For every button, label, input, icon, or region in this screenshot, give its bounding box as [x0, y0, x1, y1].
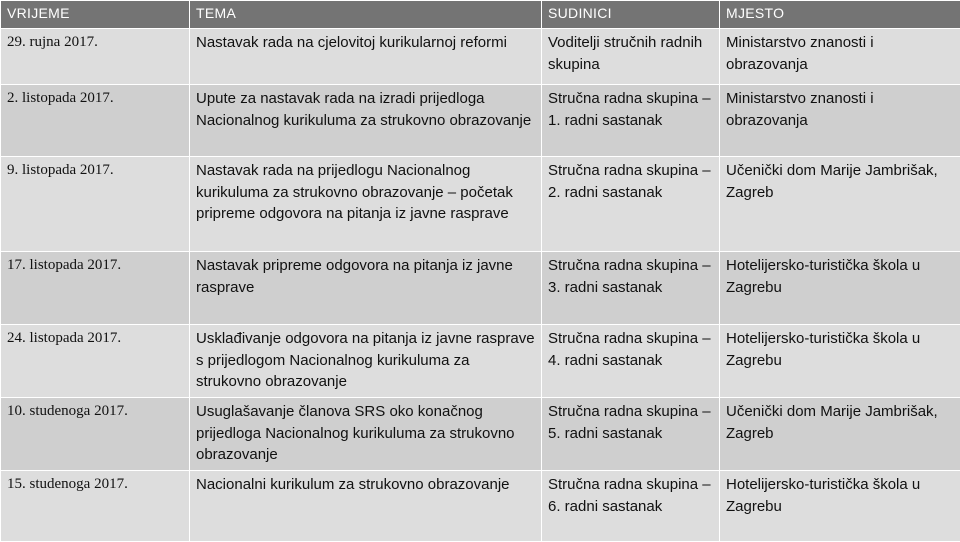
- header-place: MJESTO: [720, 1, 960, 29]
- cell-participants: Stručna radna skupina – 5. radni sastanak: [542, 398, 720, 471]
- cell-time: 17. listopada 2017.: [1, 252, 190, 325]
- table-row: [1, 398, 960, 471]
- cell-time: 29. rujna 2017.: [1, 29, 190, 85]
- cell-topic: Upute za nastavak rada na izradi prijedloga Nacionalnog kurikuluma za strukovno obrazovanje: [190, 85, 542, 157]
- cell-place: Učenički dom Marije Jambrišak, Zagreb: [720, 157, 960, 252]
- header-participants: SUDINICI: [542, 1, 720, 29]
- cell-participants: Stručna radna skupina – 1. radni sastanak: [542, 85, 720, 157]
- cell-place: Ministarstvo znanosti i obrazovanja: [720, 85, 960, 157]
- cell-time: 10. studenoga 2017.: [1, 398, 190, 471]
- table-row: [1, 252, 960, 325]
- cell-topic: Nacionalni kurikulum za strukovno obrazovanje: [190, 471, 542, 542]
- cell-topic: Nastavak rada na cjelovitoj kurikularnoj reformi: [190, 29, 542, 85]
- header-row: [1, 1, 960, 29]
- cell-time: 24. listopada 2017.: [1, 325, 190, 398]
- cell-participants: Voditelji stručnih radnih skupina: [542, 29, 720, 85]
- cell-place: Hotelijersko-turistička škola u Zagrebu: [720, 252, 960, 325]
- header-topic: TEMA: [190, 1, 542, 29]
- table-row: [1, 85, 960, 157]
- cell-time: 9. listopada 2017.: [1, 157, 190, 252]
- cell-topic: Nastavak rada na prijedlogu Nacionalnog kurikuluma za strukovno obrazovanje – početak pripreme odgovora na pitanja iz javne rasprave: [190, 157, 542, 252]
- cell-participants: Stručna radna skupina – 3. radni sastanak: [542, 252, 720, 325]
- header-time: VRIJEME: [1, 1, 190, 29]
- cell-participants: Stručna radna skupina – 6. radni sastanak: [542, 471, 720, 542]
- cell-participants: Stručna radna skupina – 2. radni sastanak: [542, 157, 720, 252]
- cell-place: Ministarstvo znanosti i obrazovanja: [720, 29, 960, 85]
- cell-participants: Stručna radna skupina – 4. radni sastanak: [542, 325, 720, 398]
- table-row: [1, 471, 960, 542]
- table-row: [1, 325, 960, 398]
- cell-topic: Nastavak pripreme odgovora na pitanja iz javne rasprave: [190, 252, 542, 325]
- cell-topic: Usuglašavanje članova SRS oko konačnog prijedloga Nacionalnog kurikuluma za strukovno obrazovanje: [190, 398, 542, 471]
- cell-place: Učenički dom Marije Jambrišak, Zagreb: [720, 398, 960, 471]
- cell-topic: Usklađivanje odgovora na pitanja iz javne rasprave s prijedlogom Nacionalnog kurikuluma za strukovno obrazovanje: [190, 325, 542, 398]
- cell-time: 15. studenoga 2017.: [1, 471, 190, 542]
- cell-time: 2. listopada 2017.: [1, 85, 190, 157]
- table-row: [1, 29, 960, 85]
- cell-place: Hotelijersko-turistička škola u Zagrebu: [720, 325, 960, 398]
- cell-place: Hotelijersko-turistička škola u Zagrebu: [720, 471, 960, 542]
- table-row: [1, 157, 960, 252]
